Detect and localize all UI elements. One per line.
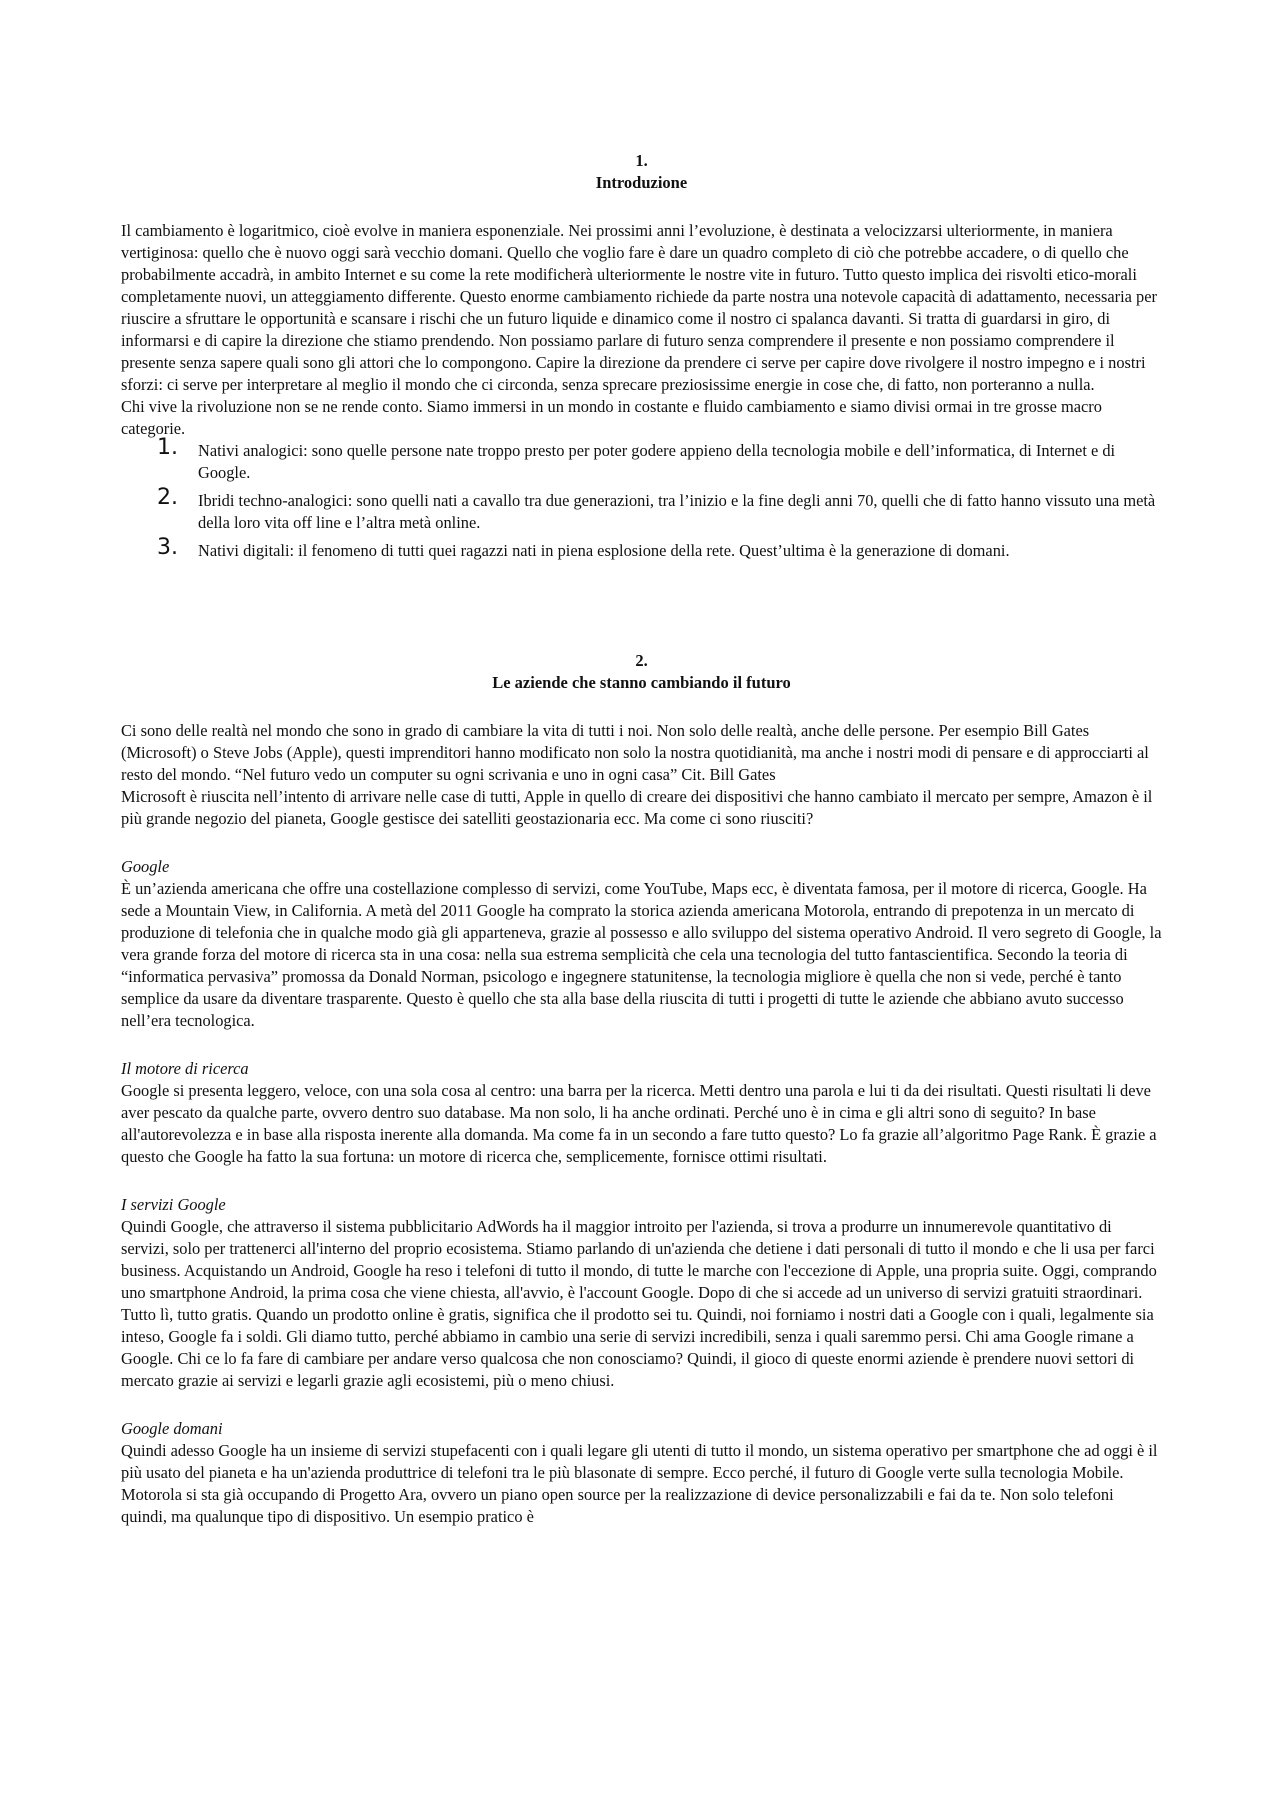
subsection-text-google-services: Quindi Google, che attraverso il sistema pubblicitario AdWords ha il maggior introito per l'azienda, si trova a produrre un innumerevole quantitativo di servizi, solo per trattenerci all'interno del proprio ecosistema. Stiamo parlando di un'azienda che detiene i dati personali di tutto il mondo e che li usa per farci business. Acquistando un Android, Google ha reso i telefoni di tutto il mondo, di tutte le marche con l'eccezione di Apple, una propria suite. Oggi, comprando uno smartphone Android, la prima cosa che viene chiesta, all'avvio, è l'account Google. Dopo di che si accede ad un universo di servizi gratuiti straordinari. Tutto lì, tutto gratis. Quando un prodotto online è gratis, significa che il prodotto sei tu. Quindi, noi forniamo i nostri dati a Google con i quali, legalmente sia inteso, Google fa i soldi. Gli diamo tutto, perché abbiamo in cambio una serie di servizi incredibili, senza i quali saremmo persi. Chi ama Google rimane a Google. Chi ce lo fa fare di cambiare per andare verso qualcosa che non conosciamo? Quindi, il gioco di queste enormi aziende è prendere nuovi settori di mercato grazie ai servizi e legarli grazie agli ecosistemi, più o meno chiusi. — [121, 1217, 1157, 1390]
section-2-heading — [121, 650, 1162, 694]
section-1-number: 1. — [635, 151, 648, 170]
section-1-heading — [121, 150, 1162, 194]
intro-paragraph-2: Chi vive la rivoluzione non se ne rende conto. Siamo immersi in un mondo in costante e fluido cambiamento e siamo divisi ormai in tre grosse macro categorie. — [121, 397, 1102, 438]
subsection-text-google: È un’azienda americana che offre una costellazione complesso di servizi, come YouTube, Maps ecc, è diventata famosa, per il motore di ricerca, Google. Ha sede a Mountain View, in California. A metà del 2011 Google ha comprato la storica azienda americana Motorola, entrando di prepotenza in un mercato di produzione di telefonia che in qualche modo già gli apparteneva, grazie al possesso e allo sviluppo del sistema operativo Android. Il vero segreto di Google, la vera grande forza del motore di ricerca sta in una cosa: nella sua estrema semplicità che cela una tecnologia del tutto fantascientifica. Secondo la teoria di “informatica pervasiva” promossa da Donald Norman, psicologo e ingegnere statunitense, la tecnologia migliore è quella che non si vede, perché è tanto semplice da usare da diventare trasparente. Questo è quello che sta alla base della riuscita di tutti i progetti di tutte le aziende che abbiano avuto successo nell’era tecnologica. — [121, 879, 1162, 1030]
subsection-text-search-engine: Google si presenta leggero, veloce, con una sola cosa al centro: una barra per la ricerca. Metti dentro una parola e lui ti da dei risultati. Questi risultati li deve aver pescato da qualche parte, ovvero dentro suo database. Ma non solo, li ha anche ordinati. Perché uno è in cima e gli altri sono di seguito? In base all'autorevolezza e in base alla risposta inerente alla domanda. Ma come fa in un secondo a fare tutto questo? Lo fa grazie all’algoritmo Page Rank. È grazie a questo che Google ha fatto la sua fortuna: un motore di ricerca che, semplicemente, fornisce ottimi risultati. — [121, 1081, 1157, 1166]
section-2-title: Le aziende che stanno cambiando il futuro — [492, 673, 791, 692]
subsection-text-google-tomorrow: Quindi adesso Google ha un insieme di servizi stupefacenti con i quali legare gli utenti di tutto il mondo, un sistema operativo per smartphone che ad oggi è il più usato del pianeta e ha un'azienda produttrice di telefoni tra le più blasonate di sempre. Ecco perché, il futuro di Google verte sulla tecnologia Mobile. Motorola si sta già occupando di Progetto Ara, ovvero un piano open source per la realizzazione di device personalizzabili e fai da te. Non solo telefoni quindi, ma qualunque tipo di dispositivo. Un esempio pratico è — [121, 1441, 1158, 1526]
subsection-title-google: Google — [121, 857, 170, 876]
list-item-number: 3. — [157, 535, 178, 560]
subsection-title-google-services: I servizi Google — [121, 1195, 226, 1214]
list-item — [121, 485, 1162, 534]
intro-paragraph-1: Il cambiamento è logaritmico, cioè evolve in maniera esponenziale. Nei prossimi anni l’evoluzione, è destinata a velocizzarsi ulteriormente, in maniera vertiginosa: quello che è nuovo oggi sarà vecchio domani. Quello che voglio fare è dare un quadro completo di ciò che potrebbe accadere, o di quello che probabilmente accadrà, in ambito Internet e su come la rete modificherà ulteriormente le nostre vite in futuro. Tutto questo implica dei risvolti etico-morali completamente nuovi, un atteggiamento differente. Questo enorme cambiamento richiede da parte nostra una notevole capacità di adattamento, necessaria per riuscire a sfruttare le opportunità e scansare i rischi che un futuro liquide e dinamico come il nostro ci spalanca davanti. Si tratta di guardarsi in giro, di informarsi e di capire la direzione che stiamo prendendo. Non possiamo parlare di futuro senza comprendere il presente e non possiamo comprendere il presente senza sapere quali sono gli attori che lo compongono. Capire la direzione da prendere ci serve per capire dove rivolgere il nostro impegno e i nostri sforzi: ci serve per interpretare al meglio il mondo che ci circonda, senza sprecare preziosissime energie in cose che, di fatto, non porteranno a nulla. — [121, 221, 1157, 394]
list-item-number: 2. — [157, 485, 178, 510]
list-item-text: Nativi analogici: sono quelle persone nate troppo presto per poter godere appieno della tecnologia mobile e dell’informatica, di Internet e di Google. — [198, 441, 1116, 482]
list-item-number: 1. — [157, 435, 178, 460]
subsection-title-search-engine: Il motore di ricerca — [121, 1059, 249, 1078]
companies-paragraph-2: Microsoft è riuscita nell’intento di arrivare nelle case di tutti, Apple in quello di creare dei dispositivi che hanno cambiato il mercato per sempre, Amazon è il più grande negozio del pianeta, Google gestisce dei satelliti geostazionaria ecc. Ma come ci sono riusciti? — [121, 787, 1153, 828]
list-item-text: Nativi digitali: il fenomeno di tutti quei ragazzi nati in piena esplosione della rete. Quest’ultima è la generazione di domani. — [198, 541, 1010, 560]
section-2-number: 2. — [635, 651, 648, 670]
section-1-title: Introduzione — [595, 173, 688, 192]
list-item — [121, 535, 1162, 562]
subsection-title-google-tomorrow: Google domani — [121, 1419, 223, 1438]
list-item-text: Ibridi techno-analogici: sono quelli nati a cavallo tra due generazioni, tra l’inizio e la fine degli anni 70, quelli che di fatto hanno vissuto una metà della loro vita off line e l’altra metà online. — [198, 491, 1156, 532]
companies-paragraph-1: Ci sono delle realtà nel mondo che sono in grado di cambiare la vita di tutti i noi. Non solo delle realtà, anche delle persone. Per esempio Bill Gates (Microsoft) o Steve Jobs (Apple), questi imprenditori hanno modificato non solo la nostra quotidianità, ma anche i nostri modi di pensare e di approcciarti al resto del mondo. “Nel futuro vedo un computer su ogni scrivania e uno in ogni casa” Cit. Bill Gates — [121, 721, 1149, 784]
categories-list — [121, 435, 1162, 562]
list-item — [121, 435, 1162, 484]
